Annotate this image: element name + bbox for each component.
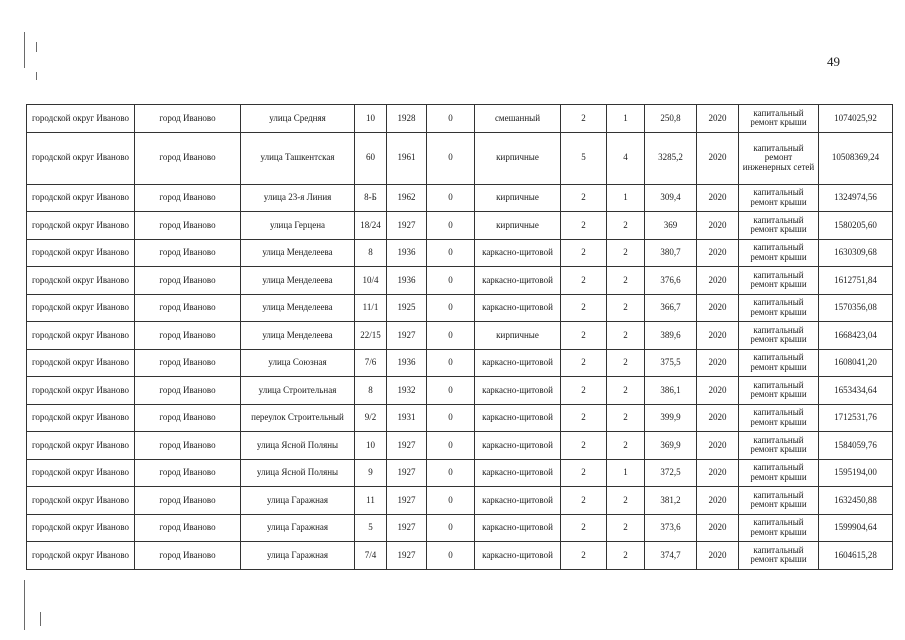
- entrances-cell: 2: [607, 294, 645, 322]
- city-cell: город Иваново: [135, 514, 241, 542]
- work-year-cell: 2020: [697, 294, 739, 322]
- district-cell: городской округ Иваново: [27, 184, 135, 212]
- entrances-cell: 2: [607, 542, 645, 570]
- street-cell: улица Герцена: [241, 212, 355, 240]
- entrances-cell: 2: [607, 349, 645, 377]
- cost-cell: 1570356,08: [819, 294, 893, 322]
- work-year-cell: 2020: [697, 514, 739, 542]
- work-type-cell: капитальный ремонт крыши: [739, 105, 819, 133]
- district-cell: городской округ Иваново: [27, 459, 135, 487]
- cost-cell: 1668423,04: [819, 322, 893, 350]
- street-cell: улица Союзная: [241, 349, 355, 377]
- area-cell: 369,9: [645, 432, 697, 460]
- floors-cell: 2: [561, 294, 607, 322]
- house-number-cell: 10: [355, 105, 387, 133]
- wall-material-cell: каркасно-щитовой: [475, 514, 561, 542]
- floors-cell: 2: [561, 105, 607, 133]
- area-cell: 373,6: [645, 514, 697, 542]
- floors-cell: 2: [561, 514, 607, 542]
- entrances-cell: 1: [607, 105, 645, 133]
- entrances-cell: 2: [607, 212, 645, 240]
- wall-material-cell: смешанный: [475, 105, 561, 133]
- table-row: [27, 377, 893, 405]
- city-cell: город Иваново: [135, 542, 241, 570]
- area-cell: 399,9: [645, 404, 697, 432]
- registry-body: [27, 105, 893, 570]
- work-year-cell: 2020: [697, 404, 739, 432]
- year-built-cell: 1936: [387, 239, 427, 267]
- scan-artifact: [36, 42, 37, 52]
- zero-cell: 0: [427, 239, 475, 267]
- zero-cell: 0: [427, 322, 475, 350]
- wall-material-cell: кирпичные: [475, 212, 561, 240]
- house-number-cell: 60: [355, 132, 387, 184]
- area-cell: 386,1: [645, 377, 697, 405]
- zero-cell: 0: [427, 267, 475, 295]
- area-cell: 389,6: [645, 322, 697, 350]
- floors-cell: 2: [561, 432, 607, 460]
- city-cell: город Иваново: [135, 294, 241, 322]
- city-cell: город Иваново: [135, 184, 241, 212]
- zero-cell: 0: [427, 349, 475, 377]
- work-type-cell: капитальный ремонт крыши: [739, 322, 819, 350]
- street-cell: улица Средняя: [241, 105, 355, 133]
- zero-cell: 0: [427, 294, 475, 322]
- area-cell: 366,7: [645, 294, 697, 322]
- area-cell: 380,7: [645, 239, 697, 267]
- work-year-cell: 2020: [697, 487, 739, 515]
- cost-cell: 1584059,76: [819, 432, 893, 460]
- wall-material-cell: каркасно-щитовой: [475, 377, 561, 405]
- floors-cell: 2: [561, 377, 607, 405]
- house-number-cell: 22/15: [355, 322, 387, 350]
- city-cell: город Иваново: [135, 432, 241, 460]
- work-year-cell: 2020: [697, 184, 739, 212]
- year-built-cell: 1927: [387, 487, 427, 515]
- year-built-cell: 1927: [387, 322, 427, 350]
- zero-cell: 0: [427, 212, 475, 240]
- street-cell: улица Строительная: [241, 377, 355, 405]
- scan-artifact: [36, 72, 37, 80]
- year-built-cell: 1962: [387, 184, 427, 212]
- wall-material-cell: кирпичные: [475, 322, 561, 350]
- house-number-cell: 7/6: [355, 349, 387, 377]
- floors-cell: 2: [561, 404, 607, 432]
- cost-cell: 1608041,20: [819, 349, 893, 377]
- table-row: [27, 132, 893, 184]
- wall-material-cell: кирпичные: [475, 184, 561, 212]
- work-type-cell: капитальный ремонт крыши: [739, 377, 819, 405]
- street-cell: улица Ташкентская: [241, 132, 355, 184]
- cost-cell: 1712531,76: [819, 404, 893, 432]
- district-cell: городской округ Иваново: [27, 212, 135, 240]
- work-type-cell: капитальный ремонт крыши: [739, 487, 819, 515]
- zero-cell: 0: [427, 184, 475, 212]
- work-year-cell: 2020: [697, 459, 739, 487]
- area-cell: 369: [645, 212, 697, 240]
- work-type-cell: капитальный ремонт крыши: [739, 267, 819, 295]
- zero-cell: 0: [427, 514, 475, 542]
- city-cell: город Иваново: [135, 322, 241, 350]
- table-row: [27, 184, 893, 212]
- cost-cell: 1632450,88: [819, 487, 893, 515]
- work-type-cell: капитальный ремонт инженерных сетей: [739, 132, 819, 184]
- city-cell: город Иваново: [135, 377, 241, 405]
- year-built-cell: 1927: [387, 459, 427, 487]
- floors-cell: 2: [561, 459, 607, 487]
- area-cell: 3285,2: [645, 132, 697, 184]
- floors-cell: 2: [561, 487, 607, 515]
- entrances-cell: 1: [607, 459, 645, 487]
- district-cell: городской округ Иваново: [27, 322, 135, 350]
- work-year-cell: 2020: [697, 239, 739, 267]
- district-cell: городской округ Иваново: [27, 294, 135, 322]
- city-cell: город Иваново: [135, 349, 241, 377]
- page-number: 49: [827, 54, 840, 69]
- year-built-cell: 1932: [387, 377, 427, 405]
- street-cell: улица Менделеева: [241, 294, 355, 322]
- floors-cell: 5: [561, 132, 607, 184]
- year-built-cell: 1928: [387, 105, 427, 133]
- work-year-cell: 2020: [697, 267, 739, 295]
- entrances-cell: 2: [607, 377, 645, 405]
- entrances-cell: 2: [607, 487, 645, 515]
- work-type-cell: капитальный ремонт крыши: [739, 349, 819, 377]
- year-built-cell: 1927: [387, 432, 427, 460]
- zero-cell: 0: [427, 432, 475, 460]
- area-cell: 309,4: [645, 184, 697, 212]
- wall-material-cell: каркасно-щитовой: [475, 349, 561, 377]
- scan-artifact: [40, 612, 41, 626]
- street-cell: улица 23-я Линия: [241, 184, 355, 212]
- district-cell: городской округ Иваново: [27, 514, 135, 542]
- district-cell: городской округ Иваново: [27, 404, 135, 432]
- cost-cell: 1604615,28: [819, 542, 893, 570]
- street-cell: улица Гаражная: [241, 542, 355, 570]
- street-cell: улица Менделеева: [241, 239, 355, 267]
- house-number-cell: 7/4: [355, 542, 387, 570]
- scan-artifact: [24, 580, 25, 630]
- table-row: [27, 212, 893, 240]
- entrances-cell: 2: [607, 404, 645, 432]
- wall-material-cell: каркасно-щитовой: [475, 294, 561, 322]
- work-year-cell: 2020: [697, 377, 739, 405]
- floors-cell: 2: [561, 322, 607, 350]
- district-cell: городской округ Иваново: [27, 542, 135, 570]
- area-cell: 372,5: [645, 459, 697, 487]
- street-cell: улица Гаражная: [241, 487, 355, 515]
- district-cell: городской округ Иваново: [27, 105, 135, 133]
- house-number-cell: 11/1: [355, 294, 387, 322]
- table-row: [27, 322, 893, 350]
- street-cell: улица Менделеева: [241, 267, 355, 295]
- zero-cell: 0: [427, 377, 475, 405]
- house-number-cell: 9/2: [355, 404, 387, 432]
- table-row: [27, 105, 893, 133]
- house-number-cell: 8: [355, 377, 387, 405]
- street-cell: улица Ясной Поляны: [241, 432, 355, 460]
- wall-material-cell: каркасно-щитовой: [475, 459, 561, 487]
- city-cell: город Иваново: [135, 267, 241, 295]
- cost-cell: 1595194,00: [819, 459, 893, 487]
- district-cell: городской округ Иваново: [27, 432, 135, 460]
- wall-material-cell: кирпичные: [475, 132, 561, 184]
- entrances-cell: 2: [607, 432, 645, 460]
- street-cell: переулок Строительный: [241, 404, 355, 432]
- work-type-cell: капитальный ремонт крыши: [739, 404, 819, 432]
- work-type-cell: капитальный ремонт крыши: [739, 514, 819, 542]
- city-cell: город Иваново: [135, 459, 241, 487]
- area-cell: 250,8: [645, 105, 697, 133]
- table-row: [27, 542, 893, 570]
- zero-cell: 0: [427, 404, 475, 432]
- cost-cell: 1324974,56: [819, 184, 893, 212]
- table-row: [27, 239, 893, 267]
- cost-cell: 1599904,64: [819, 514, 893, 542]
- district-cell: городской округ Иваново: [27, 267, 135, 295]
- city-cell: город Иваново: [135, 487, 241, 515]
- year-built-cell: 1931: [387, 404, 427, 432]
- work-type-cell: капитальный ремонт крыши: [739, 239, 819, 267]
- cost-cell: 1653434,64: [819, 377, 893, 405]
- city-cell: город Иваново: [135, 404, 241, 432]
- year-built-cell: 1927: [387, 542, 427, 570]
- year-built-cell: 1925: [387, 294, 427, 322]
- area-cell: 381,2: [645, 487, 697, 515]
- area-cell: 375,5: [645, 349, 697, 377]
- house-number-cell: 8-Б: [355, 184, 387, 212]
- work-type-cell: капитальный ремонт крыши: [739, 184, 819, 212]
- work-type-cell: капитальный ремонт крыши: [739, 212, 819, 240]
- work-year-cell: 2020: [697, 432, 739, 460]
- district-cell: городской округ Иваново: [27, 239, 135, 267]
- cost-cell: 1580205,60: [819, 212, 893, 240]
- city-cell: город Иваново: [135, 105, 241, 133]
- work-year-cell: 2020: [697, 542, 739, 570]
- entrances-cell: 1: [607, 184, 645, 212]
- year-built-cell: 1936: [387, 349, 427, 377]
- floors-cell: 2: [561, 349, 607, 377]
- wall-material-cell: каркасно-щитовой: [475, 267, 561, 295]
- city-cell: город Иваново: [135, 239, 241, 267]
- house-number-cell: 11: [355, 487, 387, 515]
- cost-cell: 1630309,68: [819, 239, 893, 267]
- work-type-cell: капитальный ремонт крыши: [739, 432, 819, 460]
- table-row: [27, 514, 893, 542]
- wall-material-cell: каркасно-щитовой: [475, 487, 561, 515]
- zero-cell: 0: [427, 105, 475, 133]
- wall-material-cell: каркасно-щитовой: [475, 432, 561, 460]
- year-built-cell: 1961: [387, 132, 427, 184]
- entrances-cell: 2: [607, 514, 645, 542]
- zero-cell: 0: [427, 542, 475, 570]
- work-year-cell: 2020: [697, 322, 739, 350]
- table-row: [27, 267, 893, 295]
- street-cell: улица Гаражная: [241, 514, 355, 542]
- year-built-cell: 1927: [387, 212, 427, 240]
- year-built-cell: 1936: [387, 267, 427, 295]
- zero-cell: 0: [427, 459, 475, 487]
- table-row: [27, 294, 893, 322]
- house-number-cell: 10/4: [355, 267, 387, 295]
- house-number-cell: 18/24: [355, 212, 387, 240]
- district-cell: городской округ Иваново: [27, 132, 135, 184]
- cost-cell: 1612751,84: [819, 267, 893, 295]
- wall-material-cell: каркасно-щитовой: [475, 404, 561, 432]
- city-cell: город Иваново: [135, 212, 241, 240]
- house-number-cell: 5: [355, 514, 387, 542]
- house-number-cell: 8: [355, 239, 387, 267]
- work-type-cell: капитальный ремонт крыши: [739, 542, 819, 570]
- table-row: [27, 432, 893, 460]
- work-type-cell: капитальный ремонт крыши: [739, 459, 819, 487]
- registry-table: [26, 104, 893, 570]
- cost-cell: 1074025,92: [819, 105, 893, 133]
- scan-artifact: [24, 32, 25, 68]
- house-number-cell: 9: [355, 459, 387, 487]
- street-cell: улица Менделеева: [241, 322, 355, 350]
- street-cell: улица Ясной Поляны: [241, 459, 355, 487]
- district-cell: городской округ Иваново: [27, 487, 135, 515]
- floors-cell: 2: [561, 184, 607, 212]
- table-row: [27, 404, 893, 432]
- work-type-cell: капитальный ремонт крыши: [739, 294, 819, 322]
- zero-cell: 0: [427, 132, 475, 184]
- entrances-cell: 2: [607, 322, 645, 350]
- area-cell: 376,6: [645, 267, 697, 295]
- house-number-cell: 10: [355, 432, 387, 460]
- floors-cell: 2: [561, 542, 607, 570]
- year-built-cell: 1927: [387, 514, 427, 542]
- work-year-cell: 2020: [697, 212, 739, 240]
- floors-cell: 2: [561, 239, 607, 267]
- table-row: [27, 487, 893, 515]
- entrances-cell: 2: [607, 239, 645, 267]
- cost-cell: 10508369,24: [819, 132, 893, 184]
- work-year-cell: 2020: [697, 132, 739, 184]
- entrances-cell: 4: [607, 132, 645, 184]
- district-cell: городской округ Иваново: [27, 349, 135, 377]
- wall-material-cell: каркасно-щитовой: [475, 542, 561, 570]
- work-year-cell: 2020: [697, 105, 739, 133]
- floors-cell: 2: [561, 212, 607, 240]
- wall-material-cell: каркасно-щитовой: [475, 239, 561, 267]
- entrances-cell: 2: [607, 267, 645, 295]
- district-cell: городской округ Иваново: [27, 377, 135, 405]
- work-year-cell: 2020: [697, 349, 739, 377]
- zero-cell: 0: [427, 487, 475, 515]
- table-row: [27, 349, 893, 377]
- floors-cell: 2: [561, 267, 607, 295]
- area-cell: 374,7: [645, 542, 697, 570]
- city-cell: город Иваново: [135, 132, 241, 184]
- table-row: [27, 459, 893, 487]
